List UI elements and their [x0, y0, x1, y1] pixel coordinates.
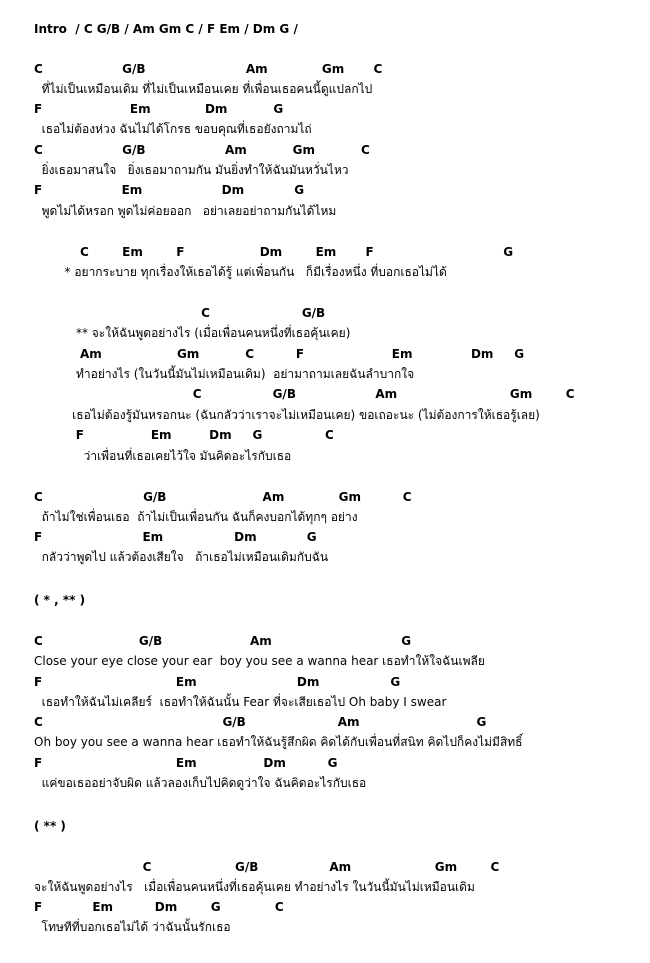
lyric-line: เธอไม่ต้องรู้มันหรอกนะ (ฉันกลัวว่าเราจะไม่เหมือนเคย) ขอเถอะนะ (ไม่ต้องการให้เธอรู้เลย) — [34, 408, 540, 422]
chord-line: C G/B Am G — [34, 715, 487, 729]
lyric-line: จะให้ฉันพูดอย่างไร เมื่อเพื่อนคนหนึ่งที่เธอคุ้นเคย ทำอย่างไร ในวันนี้มันไม่เหมือนเดิม — [34, 880, 475, 894]
lyric-line: Close your eye close your ear boy you see a wanna hear เธอทำให้ใจฉันเพลีย — [34, 654, 485, 668]
chord-line: F Em Dm G — [34, 530, 317, 544]
repeat-marker: ( * , ** ) — [34, 593, 86, 607]
chord-line: F Em Dm G — [34, 756, 338, 770]
lyric-line: ว่าเพื่อนที่เธอเคยไว้ใจ มันคิดอะไรกับเธอ — [34, 449, 292, 463]
chord-line: C G/B Am Gm C — [34, 387, 575, 401]
lyric-line: กลัวว่าพูดไป แล้วต้องเสียใจ ถ้าเธอไม่เหมือนเดิมกับฉัน — [34, 550, 329, 564]
chord-line: F Em Dm G C — [34, 900, 284, 914]
chord-line: C G/B Am Gm C — [34, 490, 412, 504]
lyric-line: เธอไม่ต้องห่วง ฉันไม่ได้โกรธ ขอบคุณที่เธอยังถามไถ่ — [34, 122, 312, 136]
lyric-line: ยิ่งเธอมาสนใจ ยิ่งเธอมาถามกัน มันยิ่งทำให้ฉันมันหวั่นไหว — [34, 163, 349, 177]
lyric-line: ที่ไม่เป็นเหมือนเดิม ที่ไม่เป็นเหมือนเคย ที่เพื่อนเธอคนนี้ดูแปลกไป — [34, 82, 373, 96]
chord-line: C G/B Am Gm C — [34, 62, 383, 76]
chord-line: C G/B Am Gm C — [34, 860, 500, 874]
chord-line: C G/B Am Gm C — [34, 143, 370, 157]
lyric-line: ทำอย่างไร (ในวันนี้มันไม่เหมือนเดิม) อย่ามาถามเลยฉันลำบากใจ — [34, 367, 415, 381]
lyric-line: ถ้าไม่ใช่เพื่อนเธอ ถ้าไม่เป็นเพื่อนกัน ฉันก็คงบอกได้ทุกๆ อย่าง — [34, 510, 358, 524]
repeat-marker: ( ** ) — [34, 819, 66, 833]
lyric-line: ** จะให้ฉันพูดอย่างไร (เมื่อเพื่อนคนหนึ่งที่เธอคุ้นเคย) — [34, 326, 351, 340]
chord-line: F Em Dm G — [34, 675, 401, 689]
chord-line: F Em Dm G C — [34, 428, 334, 442]
lyric-line: เธอทำให้ฉันไม่เคลียร์ เธอทำให้ฉันนั้น Fear ที่จะเสียเธอไป Oh baby I swear — [34, 695, 447, 709]
lyric-line: พูดไม่ได้หรอก พูดไม่ค่อยออก อย่าเลยอย่าถามกันได้ไหม — [34, 204, 337, 218]
intro-line: Intro / C G/B / Am Gm C / F Em / Dm G / — [34, 22, 298, 36]
lyric-line: แค่ขอเธออย่าจับผิด แล้วลองเก็บไปคิดดูว่าใจ ฉันคิดอะไรกับเธอ — [34, 776, 367, 790]
chord-line: F Em Dm G — [34, 102, 284, 116]
lyric-line: Oh boy you see a wanna hear เธอทำให้ฉันรู้สึกผิด คิดได้กับเพื่อนที่สนิท คิดไปก็คงไม่มีสิทธิ์ — [34, 735, 523, 749]
chord-line: C G/B — [34, 306, 326, 320]
chord-line: Am Gm C F Em Dm G — [34, 347, 525, 361]
chord-line: C Em F Dm Em F G — [34, 245, 514, 259]
lyric-line: โทษทีที่บอกเธอไม่ได้ ว่าฉันนั้นรักเธอ — [34, 920, 231, 934]
chord-line: F Em Dm G — [34, 183, 305, 197]
lyric-line: * อยากระบาย ทุกเรื่องให้เธอได้รู้ แต่เพื่อนกัน ก็มีเรื่องหนึ่ง ที่บอกเธอไม่ได้ — [34, 265, 447, 279]
chord-line: C G/B Am G — [34, 634, 412, 648]
